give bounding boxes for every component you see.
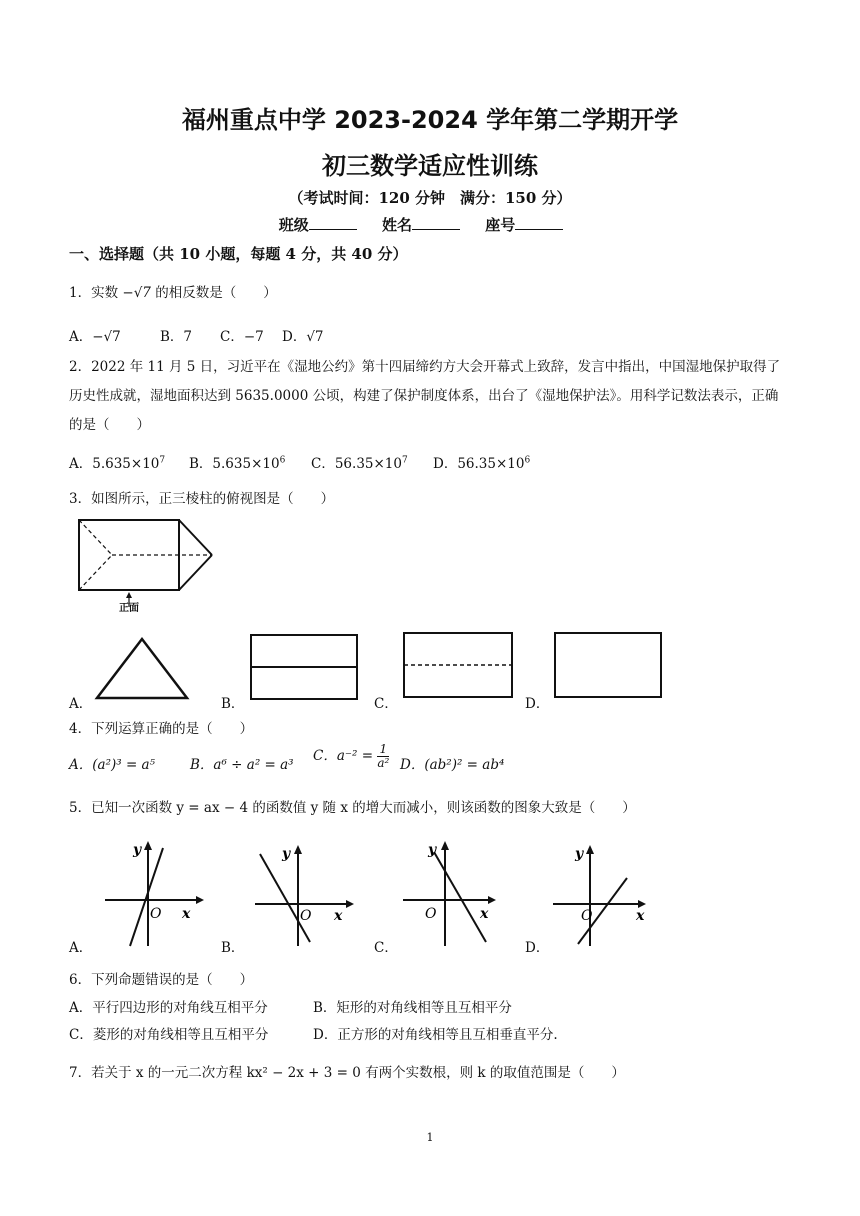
rect-solid-line-figure — [250, 634, 360, 702]
graph-b — [250, 838, 360, 950]
question-1-option-b: B．7 — [160, 329, 193, 345]
question-2-option-c: C．$56.35\times 10^7$ — [311, 455, 408, 472]
document-subtitle: 初三数学适应性训练 — [322, 152, 538, 180]
question-5-option-d-label: D． — [525, 940, 550, 956]
question-3-option-b-label: B． — [221, 696, 245, 712]
question-2-option-d: D．$56.35\times 10^6$ — [433, 455, 531, 472]
front-view-label: 正面 — [119, 603, 139, 614]
document-title: 福州重点中学 2023-2024 学年第二学期开学 — [181, 106, 679, 134]
graph-c — [400, 838, 510, 950]
axis-y-label: y — [428, 842, 437, 858]
question-2-option-a: A．$5.635\times 10^7$ — [69, 455, 166, 472]
question-3-option-c-label: C． — [374, 696, 398, 712]
axis-y-label: y — [133, 842, 142, 858]
axis-x-label: x — [480, 906, 489, 922]
class-blank — [309, 215, 357, 230]
axis-x-label: x — [636, 908, 645, 924]
question-4-stem: 4．下列运算正确的是（ ） — [69, 721, 254, 737]
seat-blank — [515, 215, 563, 230]
graph-d — [550, 838, 660, 950]
question-6-option-d: D．正方形的对角线相等且互相垂直平分. — [313, 1027, 558, 1043]
question-3-stem: 3．如图所示，正三棱柱的俯视图是（ ） — [69, 491, 335, 507]
exam-info: （考试时间：120 分钟 满分：150 分） — [288, 189, 572, 207]
question-3-option-a-label: A． — [69, 696, 93, 712]
question-4-option-b: B．a⁶ ÷ a² = a³ — [190, 757, 294, 773]
name-label: 姓名 — [381, 216, 412, 234]
question-5-option-c-label: C． — [374, 940, 398, 956]
question-1-option-d: D．√7 — [282, 329, 324, 345]
question-4-option-a: A．(a²)³ = a⁵ — [69, 757, 156, 773]
question-1-option-c: C．−7 — [220, 329, 264, 345]
origin-label: O — [300, 908, 312, 924]
question-6-stem: 6．下列命题错误的是（ ） — [69, 972, 254, 988]
graph-a — [100, 838, 210, 950]
page-number: 1 — [426, 1131, 434, 1144]
origin-label: O — [150, 906, 162, 922]
origin-label: O — [425, 906, 437, 922]
origin-label: O — [581, 908, 593, 924]
class-label: 班级 — [278, 216, 309, 234]
section-heading: 一、选择题（共 10 小题，每题 4 分，共 40 分） — [69, 245, 408, 263]
question-2-stem: 2．2022 年 11 月 5 日，习近平在《湿地公约》第十四届缔约方大会开幕式上致辞，发言中指出，中国湿地保护取得了历史性成就，湿地面积达到 5635.0000 公顷，构建了保护制度体系，出台了《湿地保护法》。用科学记数法表示，正确的是（ ） — [69, 359, 781, 433]
question-4-option-d: D．(ab²)² = ab⁴ — [400, 757, 505, 773]
question-6-option-a: A．平行四边形的对角线互相平分 — [69, 1000, 268, 1016]
question-5-option-a-label: A． — [69, 940, 93, 956]
question-6-option-b: B．矩形的对角线相等且互相平分 — [313, 1000, 512, 1016]
seat-label: 座号 — [485, 216, 516, 234]
rect-dashed-line-figure — [403, 632, 515, 700]
rect-plain-figure — [554, 632, 666, 700]
axis-y-label: y — [575, 846, 584, 862]
question-1-option-a: A．−√7 — [69, 329, 121, 345]
name-blank — [412, 215, 460, 230]
question-4-option-c: C．a⁻² = $\frac{1}{\text{a²}}$ — [313, 742, 390, 770]
question-6-option-c: C．菱形的对角线相等且互相平分 — [69, 1027, 269, 1043]
question-5-option-b-label: B． — [221, 940, 245, 956]
question-3-option-d-label: D． — [525, 696, 550, 712]
question-1-stem: 1．实数 −√7 的相反数是（ ） — [69, 285, 277, 301]
question-7-stem: 7．若关于 x 的一元二次方程 kx² − 2x + 3 = 0 有两个实数根，则 k 的取值范围是（ ） — [69, 1065, 625, 1081]
student-info-line — [0, 214, 860, 235]
axis-x-label: x — [182, 906, 191, 922]
axis-x-label: x — [334, 908, 343, 924]
axis-y-label: y — [282, 846, 291, 862]
question-5-stem: 5．已知一次函数 y = ax − 4 的函数值 y 随 x 的增大而减小，则该函数的图象大致是（ ） — [69, 800, 636, 816]
prism-figure — [74, 515, 234, 615]
question-2-option-b: B．$5.635\times 10^6$ — [189, 455, 286, 472]
triangle-view-figure — [95, 636, 195, 702]
